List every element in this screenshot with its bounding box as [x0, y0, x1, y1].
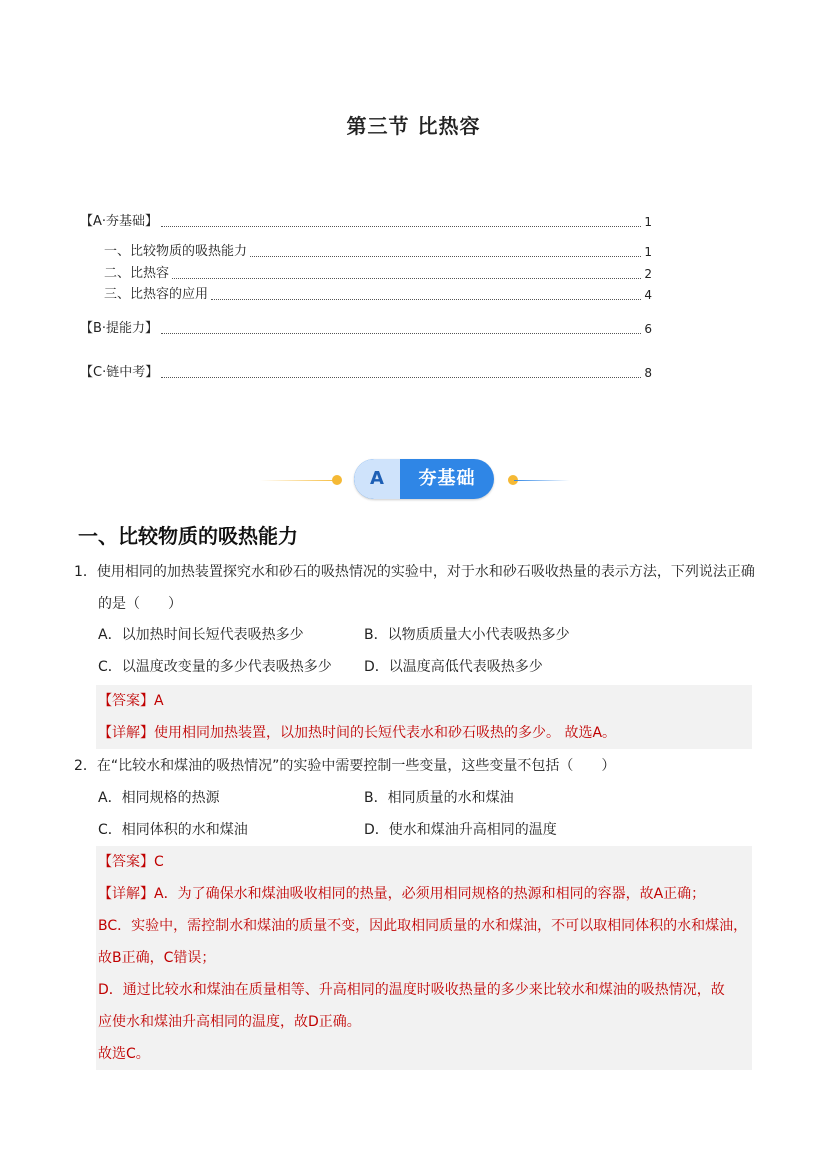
option-b[interactable]: B．以物质质量大小代表吸热多少: [364, 627, 570, 643]
banner-right-line: [514, 480, 570, 481]
banner-text: 夯基础: [418, 468, 476, 489]
toc-label: 【C·链中考】: [80, 365, 159, 380]
toc-leader: [161, 377, 641, 378]
explanation-line: 故B正确，C错误；: [98, 950, 216, 966]
toc-label: 一、比较物质的吸热能力: [104, 244, 248, 259]
toc-entry-applications[interactable]: [104, 285, 652, 305]
toc-page-number: 1: [644, 245, 652, 259]
option-d[interactable]: D．以温度高低代表吸热多少: [364, 659, 543, 675]
toc-page-number: 8: [644, 366, 652, 380]
toc-leader: [211, 299, 641, 300]
toc-label: 【B·提能力】: [80, 321, 159, 336]
option-a[interactable]: A．以加热时间长短代表吸热多少: [98, 627, 304, 643]
answer-line: 【答案】A: [98, 693, 164, 709]
question-1-options-row-1: [98, 619, 748, 651]
question-stem: 2．在“比较水和煤油的吸热情况”的实验中需要控制一些变量，这些变量不包括（ ）: [74, 758, 616, 774]
question-2: [74, 750, 764, 782]
explanation-line: 【详解】A．为了确保水和煤油吸收相同的热量，必须用相同规格的热源和相同的容器，故A正确；: [98, 886, 706, 902]
explanation-line: 【详解】使用相同加热装置，以加热时间的长短代表水和砂石吸热的多少。 故选A。: [98, 725, 617, 741]
toc-leader: [161, 226, 641, 227]
explanation-line: D．通过比较水和煤油在质量相等、升高相同的温度时吸收热量的多少来比较水和煤油的吸热情况，故: [98, 982, 725, 998]
question-1-answer-block: [96, 685, 752, 749]
toc-entry-specific-heat[interactable]: [104, 264, 652, 284]
toc-label: 【A·夯基础】: [80, 214, 159, 229]
banner-pill: [354, 459, 494, 499]
question-1-options-row-2: [98, 651, 748, 683]
banner-letter: A: [354, 459, 400, 499]
option-c[interactable]: C．相同体积的水和煤油: [98, 822, 248, 838]
toc-leader: [250, 256, 641, 257]
toc-page-number: 4: [644, 288, 652, 302]
toc-entry-a-basics[interactable]: [80, 212, 652, 232]
section-banner: [260, 458, 570, 502]
answer-line: 【答案】C: [98, 854, 164, 870]
explanation-line: BC．实验中，需控制水和煤油的质量不变，因此取相同质量的水和煤油，不可以取相同体积的水和煤油，: [98, 918, 748, 934]
toc-entry-b-improve[interactable]: [80, 319, 652, 339]
option-a[interactable]: A．相同规格的热源: [98, 790, 220, 806]
banner-left-dot: [332, 475, 342, 485]
toc-label: 三、比热容的应用: [104, 287, 209, 302]
question-2-answer-block: [96, 846, 752, 1070]
toc-entry-compare-absorption[interactable]: [104, 242, 652, 262]
option-b[interactable]: B．相同质量的水和煤油: [364, 790, 514, 806]
question-2-options-row-1: [98, 782, 748, 814]
toc-leader: [172, 278, 641, 279]
question-stem: 1．使用相同的加热装置探究水和砂石的吸热情况的实验中，对于水和砂石吸收热量的表示方法，下列说法正确的是（ ）: [74, 564, 755, 612]
toc-leader: [161, 333, 641, 334]
question-2-options-row-2: [98, 814, 748, 846]
toc-label: 二、比热容: [104, 266, 170, 281]
option-d[interactable]: D．使水和煤油升高相同的温度: [364, 822, 557, 838]
question-1: [74, 556, 764, 620]
page-title: 第三节 比热容: [346, 114, 481, 138]
toc-page-number: 2: [644, 267, 652, 281]
banner-left-line: [260, 480, 340, 481]
section-heading: 一、比较物质的吸热能力: [78, 524, 298, 548]
option-c[interactable]: C．以温度改变量的多少代表吸热多少: [98, 659, 332, 675]
toc-page-number: 6: [644, 322, 652, 336]
explanation-line: 应使水和煤油升高相同的温度，故D正确。: [98, 1014, 361, 1030]
toc-entry-c-exam[interactable]: [80, 363, 652, 383]
explanation-line: 故选C。: [98, 1046, 150, 1062]
toc-page-number: 1: [644, 215, 652, 229]
